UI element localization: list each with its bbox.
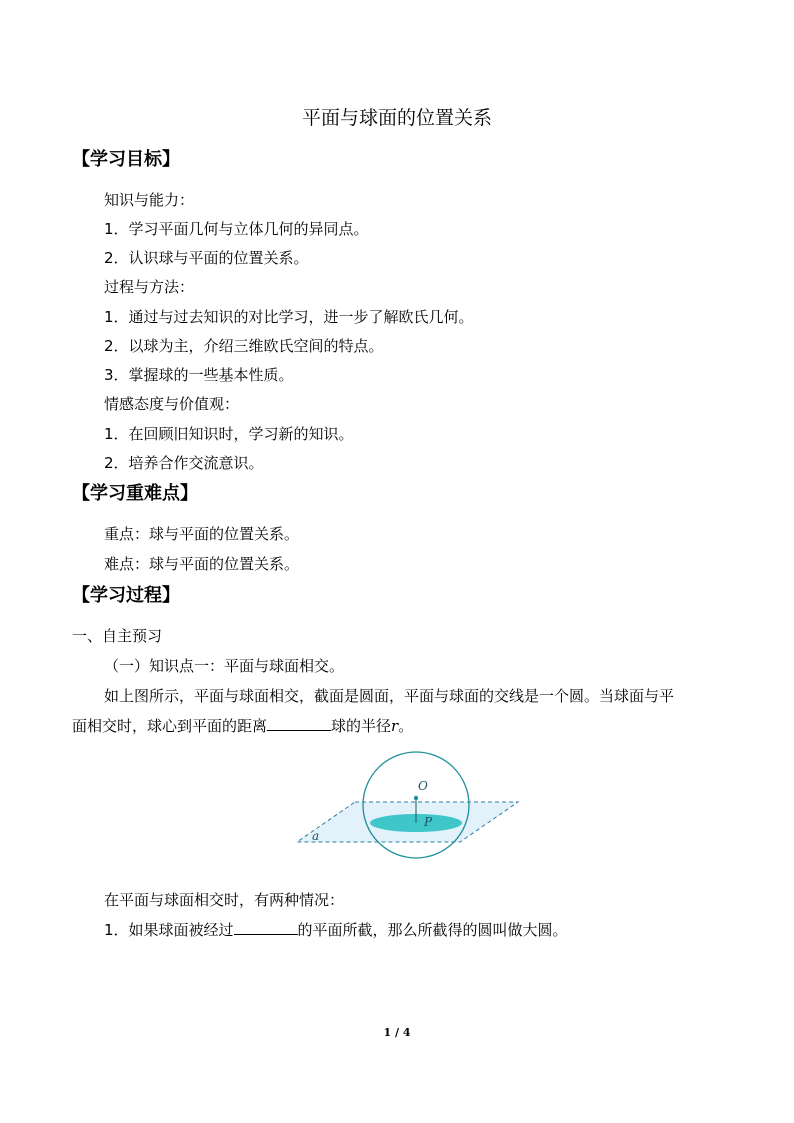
paragraph-line xyxy=(72,716,413,736)
part-heading: 一、自主预习 xyxy=(72,627,163,645)
section-heading-objectives: 【学习目标】 xyxy=(72,149,180,170)
paragraph-text: 。 xyxy=(398,717,414,735)
knowledge-item: 1．学习平面几何与立体几何的异同点。 xyxy=(104,220,369,238)
process-item: 2．以球为主，介绍三维欧氏空间的特点。 xyxy=(104,337,384,355)
fill-in-blank[interactable] xyxy=(234,920,298,935)
process-item: 1．通过与过去知识的对比学习，进一步了解欧氏几何。 xyxy=(104,308,474,326)
paragraph-text: 球的半径 xyxy=(331,717,392,735)
fill-in-blank[interactable] xyxy=(267,716,331,731)
knowledge-label: 知识与能力： xyxy=(104,191,195,209)
knowledge-item: 2．认识球与平面的位置关系。 xyxy=(104,249,309,267)
point-label: P xyxy=(424,815,433,829)
center-point xyxy=(414,796,418,800)
radius-variable: r xyxy=(391,717,399,735)
focus-text: 重点：球与平面的位置关系。 xyxy=(104,525,300,543)
section-heading-key-points: 【学习重难点】 xyxy=(72,483,198,504)
plane-label: a xyxy=(312,829,320,843)
attitude-item: 2．培养合作交流意识。 xyxy=(104,454,264,472)
page-number: 1 / 4 xyxy=(383,1026,411,1039)
difficulty-text: 难点：球与平面的位置关系。 xyxy=(104,555,300,573)
attitude-label: 情感态度与价值观： xyxy=(104,395,240,413)
paragraph-text: 1．如果球面被经过 xyxy=(104,921,234,939)
paragraph-line xyxy=(104,920,568,940)
knowledge-point-heading: （一）知识点一：平面与球面相交。 xyxy=(104,657,345,675)
center-label: O xyxy=(418,779,428,793)
paragraph-line: 在平面与球面相交时，有两种情况： xyxy=(104,891,345,909)
page-title: 平面与球面的位置关系 xyxy=(301,107,492,129)
process-item: 3．掌握球的一些基本性质。 xyxy=(104,366,294,384)
paragraph-text: 面相交时，球心到平面的距离 xyxy=(72,717,268,735)
paragraph-text: 的平面所截，那么所截得的圆叫做大圆。 xyxy=(297,921,568,939)
paragraph-line: 如上图所示，平面与球面相交，截面是圆面，平面与球面的交线是一个圆。当球面与平 xyxy=(104,687,675,705)
process-label: 过程与方法： xyxy=(104,278,195,296)
section-heading-process: 【学习过程】 xyxy=(72,585,180,606)
attitude-item: 1．在回顾旧知识时，学习新的知识。 xyxy=(104,425,354,443)
sphere-plane-figure xyxy=(290,750,530,860)
